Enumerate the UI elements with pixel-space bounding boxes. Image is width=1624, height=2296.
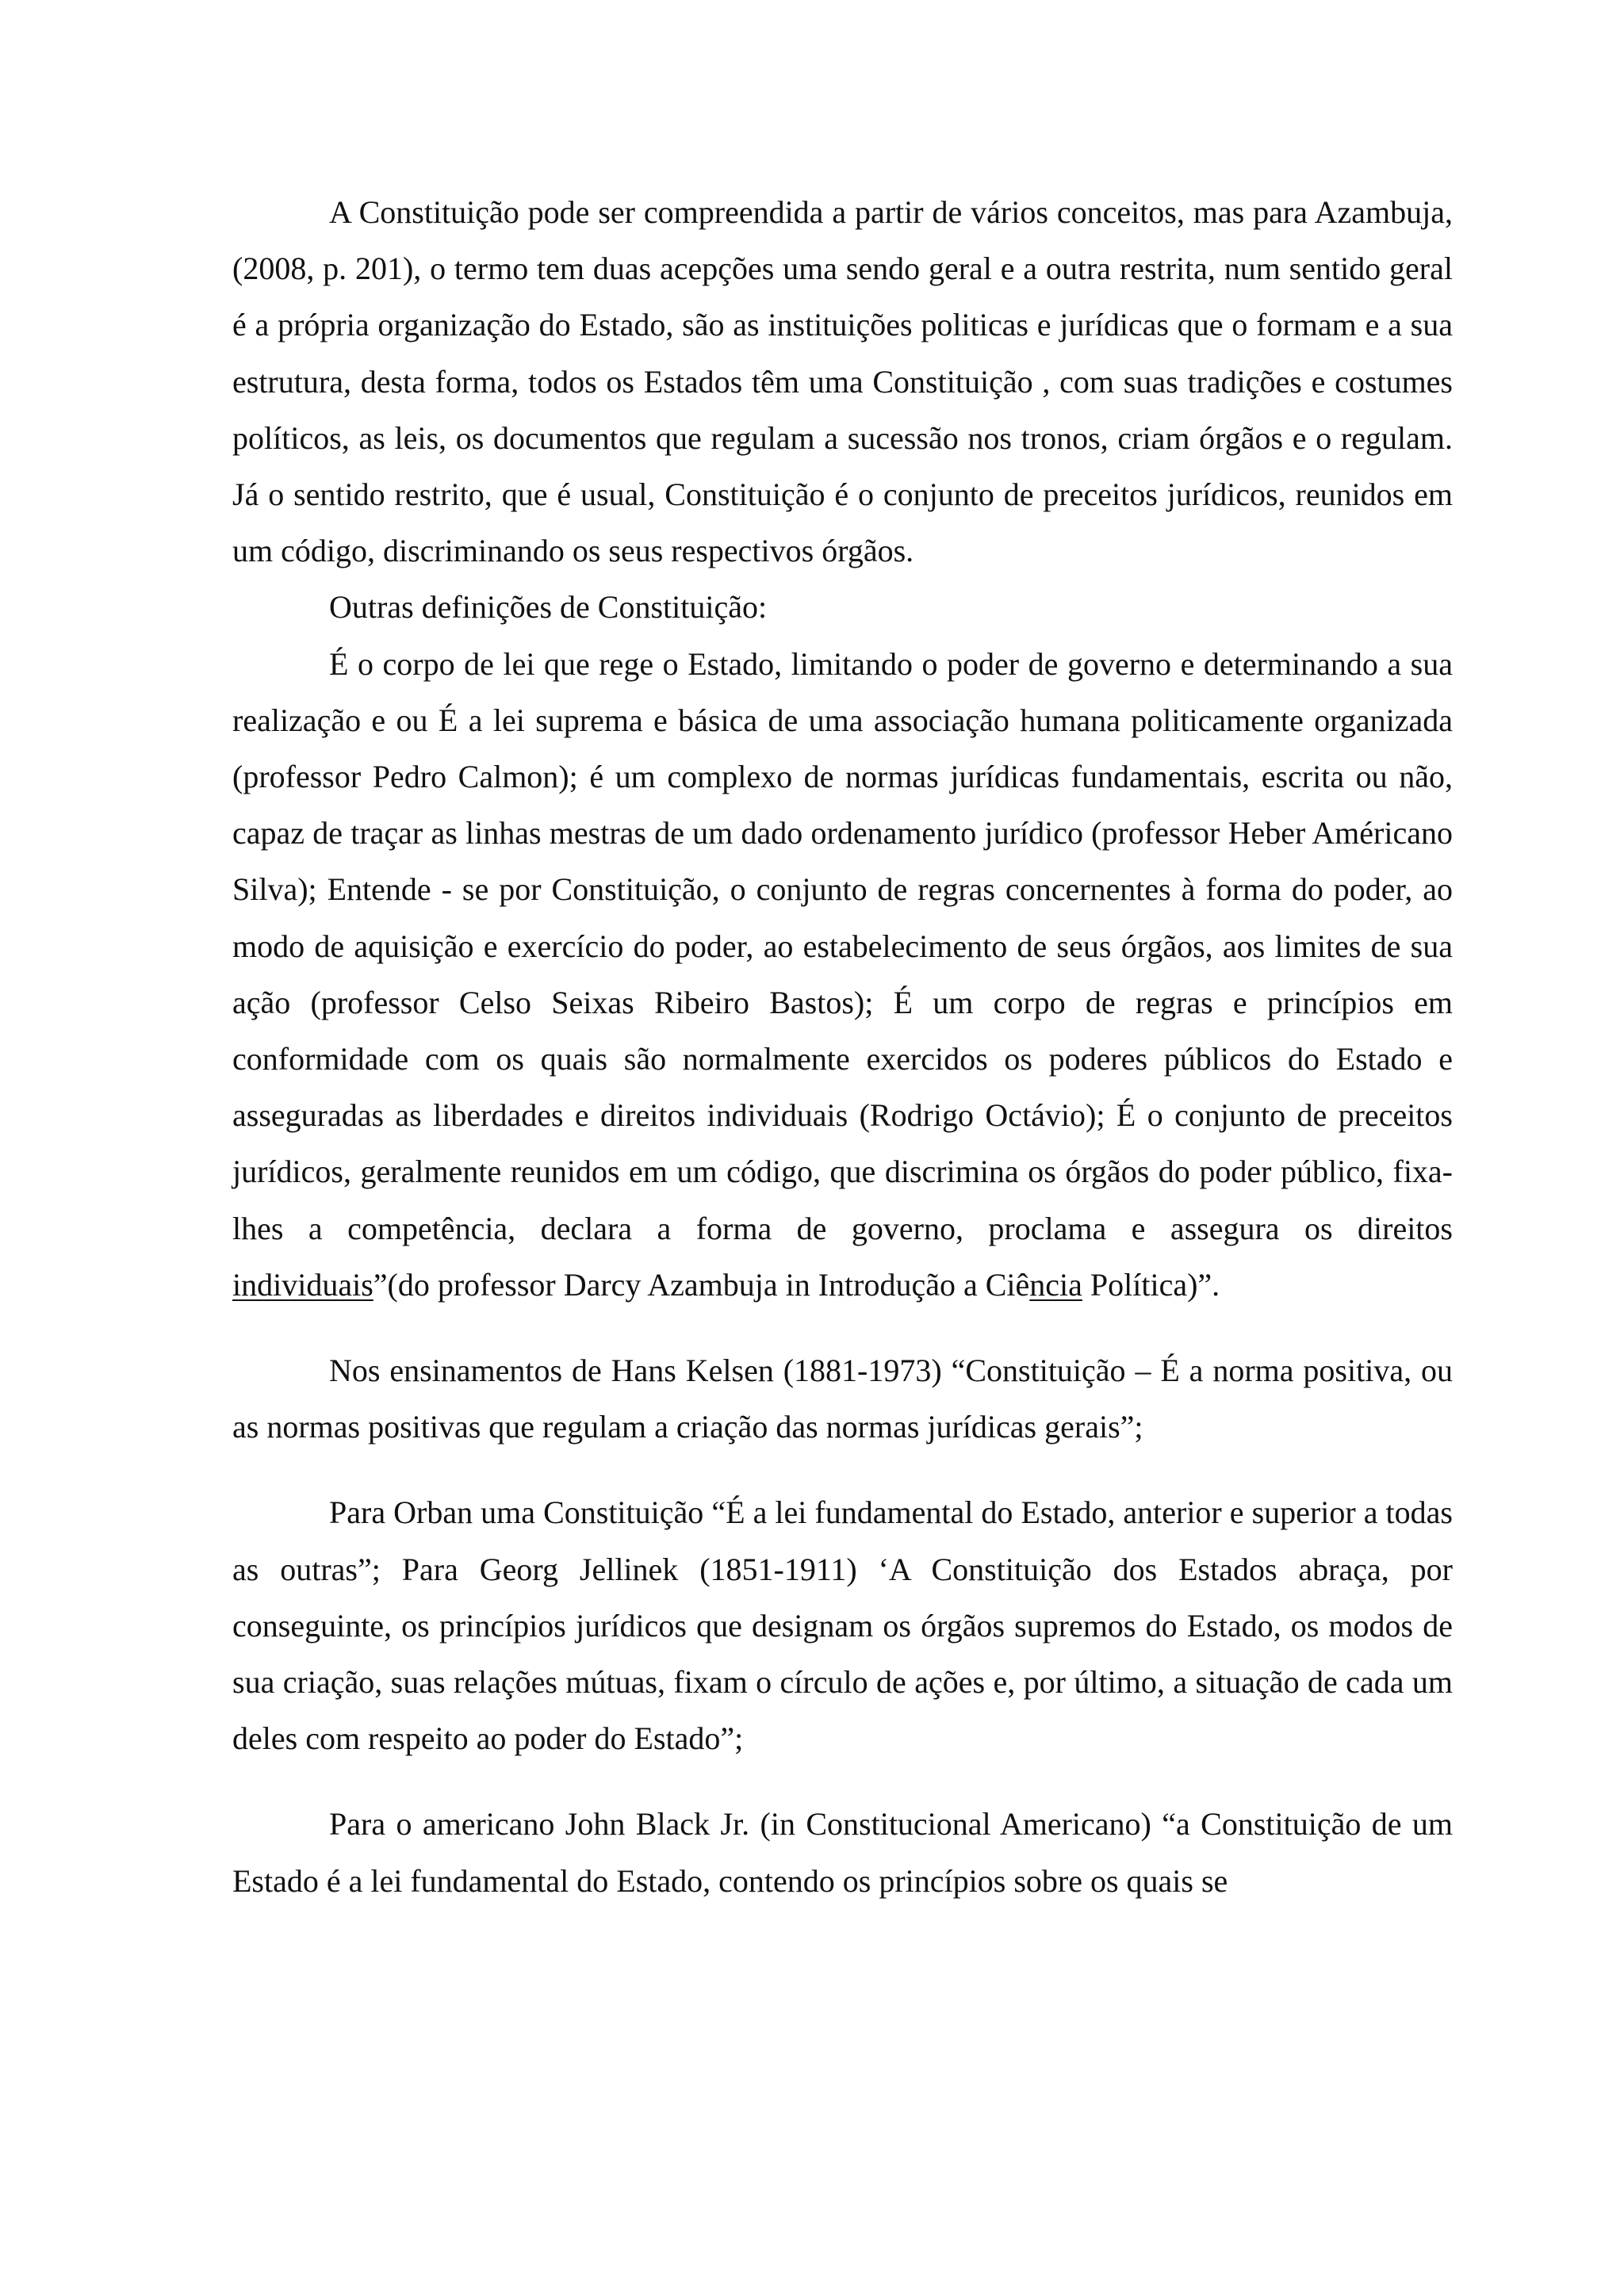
- underlined-word-fragment: ncia: [1029, 1266, 1082, 1303]
- paragraph-definitions-list: [232, 636, 1453, 1313]
- definitions-citation-end: Política)”.: [1082, 1266, 1220, 1303]
- paragraph-constitution-concepts: A Constituição pode ser compreendida a partir de vários conceitos, mas para Azambuja, (2008, p. 201), o termo tem duas acepções uma sendo geral e a outra restrita, num sentido geral é a própria organização do Estado, são as instituições politicas e jurídicas que o formam e a sua estrutura, desta forma, todos os Estados têm uma Constituição , com suas tradições e costumes políticos, as leis, os documentos que regulam a sucessão nos tronos, criam órgãos e o regulam. Já o sentido restrito, que é usual, Constituição é o conjunto de preceitos jurídicos, reunidos em um código, discriminando os seus respectivos órgãos.: [232, 194, 1453, 569]
- paragraph-john-black: Para o americano John Black Jr. (in Constitucional Americano) “a Constituição de um Estado é a lei fundamental do Estado, contendo os princípios sobre os quais se: [232, 1806, 1453, 1899]
- definitions-text: É o corpo de lei que rege o Estado, limitando o poder de governo e determinando a sua realização e ou É a lei suprema e básica de uma associação humana politicamente organizada (professor Pedro Calmon); é um complexo de normas jurídicas fundamentais, escrita ou não, capaz de traçar as linhas mestras de um dado ordenamento jurídico (professor Heber Américano Silva); Entende - se por Constituição, o conjunto de regras concernentes à forma do poder, ao modo de aquisição e exercício do poder, ao estabelecimento de seus órgãos, aos limites de sua ação (professor Celso Seixas Ribeiro Bastos); É um corpo de regras e princípios em conformidade com os quais são normalmente exercidos os poderes públicos do Estado e asseguradas as liberdades e direitos individuais (Rodrigo Octávio); É o conjunto de preceitos jurídicos, geralmente reunidos em um código, que discrimina os órgãos do poder público, fixa-lhes a competência, declara a forma de governo, proclama e assegura os direitos: [232, 645, 1453, 1246]
- paragraph-other-definitions-heading: Outras definições de Constituição:: [329, 589, 768, 626]
- underlined-word-individuais: individuais: [232, 1266, 373, 1303]
- paragraph-kelsen: Nos ensinamentos de Hans Kelsen (1881-1973) “Constituição – É a norma positiva, ou as normas positivas que regulam a criação das normas jurídicas gerais”;: [232, 1353, 1453, 1445]
- definitions-citation: ”(do professor Darcy Azambuja in Introdução a Ciê: [373, 1266, 1030, 1303]
- document-body: [232, 184, 1453, 1909]
- paragraph-orban-jellinek: Para Orban uma Constituição “É a lei fundamental do Estado, anterior e superior a todas as outras”; Para Georg Jellinek (1851-1911) ‘A Constituição dos Estados abraça, por conseguinte, os princípios jurídicos que designam os órgãos supremos do Estado, os modos de sua criação, suas relações mútuas, fixam o círculo de ações e, por último, a situação de cada um deles com respeito ao poder do Estado”;: [232, 1494, 1453, 1757]
